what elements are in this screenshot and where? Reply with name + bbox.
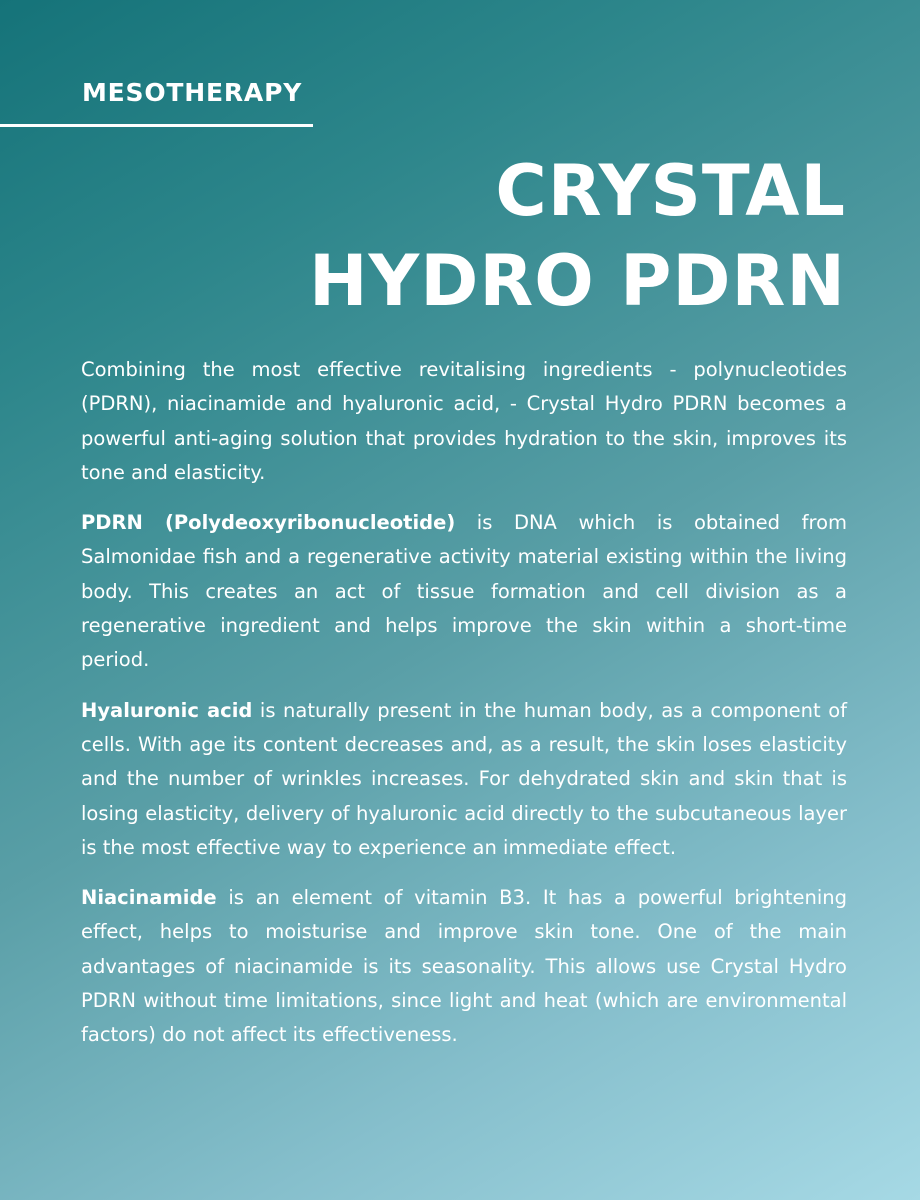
product-title-line-1: CRYSTAL: [495, 150, 846, 232]
description-body: [81, 353, 847, 1069]
pdrn-paragraph: [81, 506, 847, 677]
hyaluronic-paragraph: [81, 694, 847, 865]
niacinamide-text: is an element of vitamin B3. It has a powerful brightening effect, helps to moisturise and improve skin tone. One of the main advantages of niacinamide is its seasonality. This allows use Crystal Hydro PDRN without time limitations, since light and heat (which are environmental factors) do not affect its effectiveness.: [81, 886, 847, 1047]
intro-paragraph: [81, 353, 847, 490]
hyaluronic-term: Hyaluronic acid: [81, 698, 253, 722]
product-title: [309, 146, 846, 326]
product-title-line-2: HYDRO PDRN: [308, 240, 846, 322]
pdrn-text: is DNA which is obtained from Salmonidae fish and a regenerative activity material existing within the living body. This creates an act of tissue formation and cell division as a regenerative ingredient and helps improve the skin within a short-time period.: [81, 511, 847, 672]
pdrn-term: PDRN (Polydeoxyribonucleotide): [81, 511, 456, 535]
category-underline: [0, 124, 313, 127]
hyaluronic-text: is naturally present in the human body, as a component of cells. With age its content decreases and, as a result, the skin loses elasticity and the number of wrinkles increases. For dehydrated skin and skin that is losing elasticity, delivery of hyaluronic acid directly to the subcutaneous layer is the most effective way to experience an immediate effect.: [81, 698, 848, 859]
intro-text: Combining the most effective revitalising ingredients - polynucleotides (PDRN), niacinamide and hyaluronic acid, - Crystal Hydro PDRN becomes a powerful anti-aging solution that provides hydration to the skin, improves its tone and elasticity.: [81, 358, 847, 484]
niacinamide-term: Niacinamide: [81, 886, 217, 910]
category-label: MESOTHERAPY: [82, 78, 303, 107]
niacinamide-paragraph: [81, 881, 847, 1052]
